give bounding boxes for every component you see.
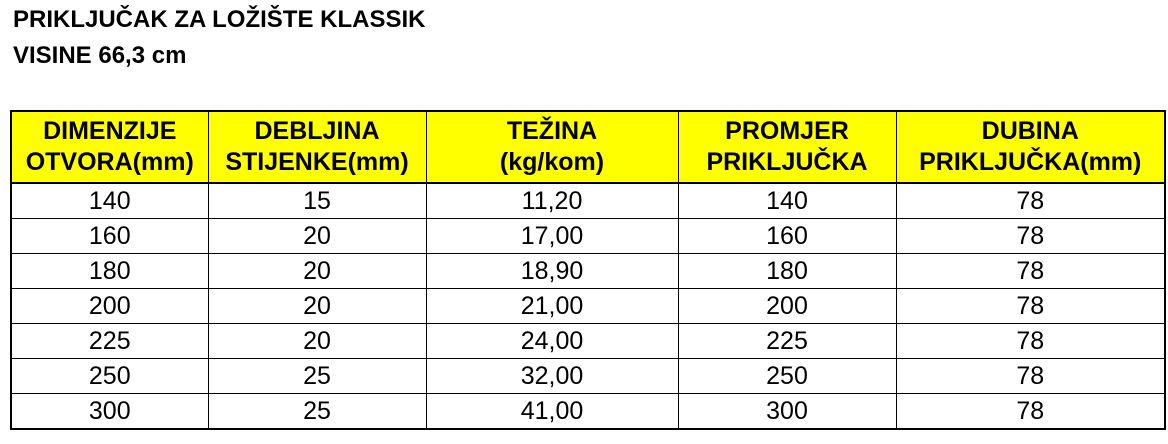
table-header-row — [11, 111, 1165, 183]
table-row — [11, 359, 1165, 394]
cell-connector-diameter: 300 — [678, 394, 896, 430]
cell-connector-depth: 78 — [896, 219, 1165, 254]
cell-connector-diameter: 180 — [678, 254, 896, 289]
header-line: DIMENZIJE — [43, 117, 177, 145]
cell-weight: 21,00 — [426, 289, 678, 324]
cell-connector-depth: 78 — [896, 254, 1165, 289]
cell-connector-diameter: 250 — [678, 359, 896, 394]
cell-connector-depth: 78 — [896, 394, 1165, 430]
header-line: TEŽINA — [506, 117, 598, 145]
cell-wall-thickness: 20 — [208, 219, 426, 254]
cell-connector-depth: 78 — [896, 324, 1165, 359]
cell-weight: 17,00 — [426, 219, 678, 254]
cell-opening-dimension: 140 — [11, 183, 208, 219]
header-line: PROMJER — [725, 117, 849, 145]
header-line: PRIKLJUČKA — [706, 148, 868, 176]
cell-weight: 24,00 — [426, 324, 678, 359]
cell-connector-diameter: 225 — [678, 324, 896, 359]
cell-connector-depth: 78 — [896, 359, 1165, 394]
header-opening-dimension — [11, 111, 208, 183]
header-line: STIJENKE(mm) — [225, 148, 409, 176]
header-wall-thickness — [208, 111, 426, 183]
cell-wall-thickness: 20 — [208, 254, 426, 289]
cell-opening-dimension: 300 — [11, 394, 208, 430]
table-row — [11, 394, 1165, 430]
cell-opening-dimension: 200 — [11, 289, 208, 324]
cell-wall-thickness: 25 — [208, 394, 426, 430]
cell-opening-dimension: 160 — [11, 219, 208, 254]
document-subtitle: VISINE 66,3 cm — [13, 42, 187, 69]
table-row — [11, 324, 1165, 359]
header-line: (kg/kom) — [499, 148, 605, 176]
cell-opening-dimension: 250 — [11, 359, 208, 394]
cell-weight: 11,20 — [426, 183, 678, 219]
cell-connector-diameter: 140 — [678, 183, 896, 219]
cell-weight: 32,00 — [426, 359, 678, 394]
cell-weight: 41,00 — [426, 394, 678, 430]
cell-connector-depth: 78 — [896, 183, 1165, 219]
header-weight — [426, 111, 678, 183]
header-connector-depth — [896, 111, 1165, 183]
header-line: OTVORA(mm) — [25, 148, 194, 176]
cell-connector-diameter: 160 — [678, 219, 896, 254]
table-row — [11, 183, 1165, 219]
cell-weight: 18,90 — [426, 254, 678, 289]
cell-connector-diameter: 200 — [678, 289, 896, 324]
cell-opening-dimension: 180 — [11, 254, 208, 289]
header-connector-diameter — [678, 111, 896, 183]
header-line: DUBINA — [981, 117, 1079, 145]
table-row — [11, 219, 1165, 254]
header-line: PRIKLJUČKA(mm) — [919, 148, 1142, 176]
cell-wall-thickness: 25 — [208, 359, 426, 394]
table-row — [11, 254, 1165, 289]
document-title: PRIKLJUČAK ZA LOŽIŠTE KLASSIK — [13, 6, 426, 33]
cell-opening-dimension: 225 — [11, 324, 208, 359]
table-row — [11, 289, 1165, 324]
cell-wall-thickness: 15 — [208, 183, 426, 219]
cell-wall-thickness: 20 — [208, 324, 426, 359]
cell-connector-depth: 78 — [896, 289, 1165, 324]
cell-wall-thickness: 20 — [208, 289, 426, 324]
specification-table — [10, 110, 1166, 430]
header-line: DEBLJINA — [254, 117, 380, 145]
